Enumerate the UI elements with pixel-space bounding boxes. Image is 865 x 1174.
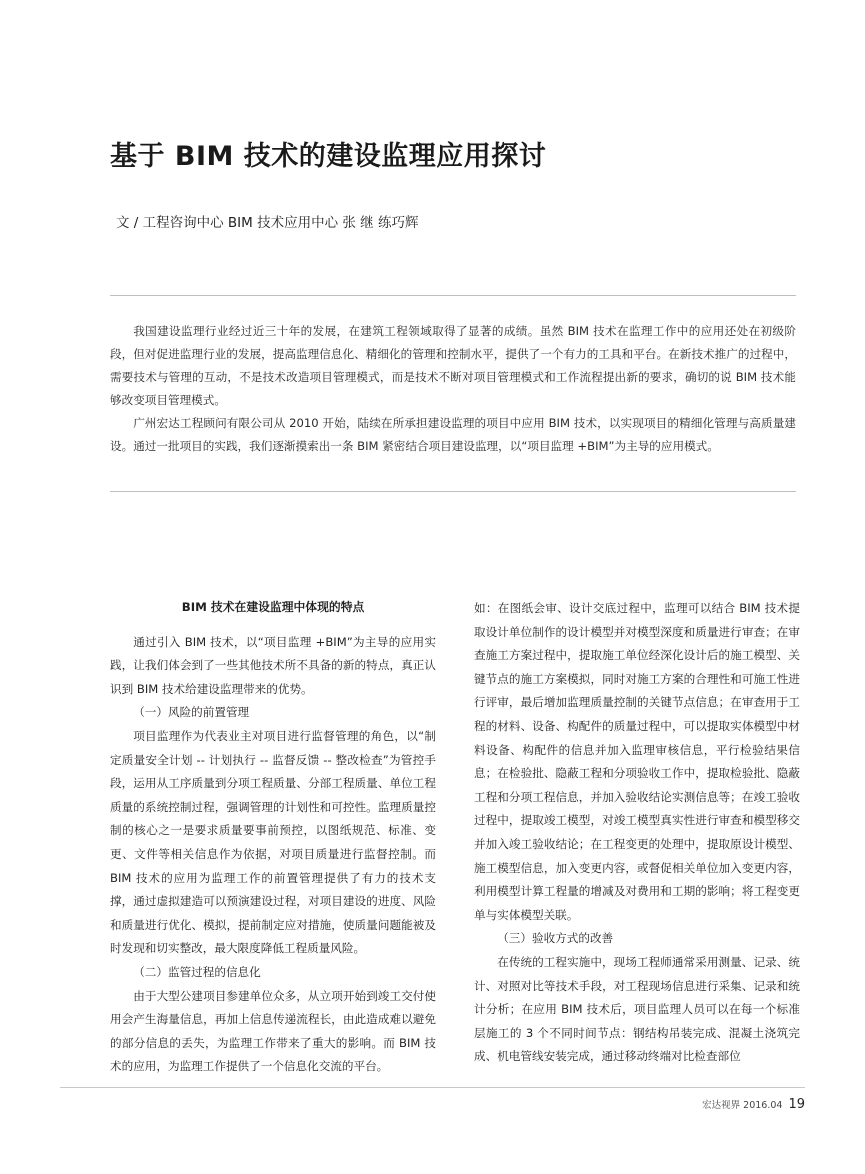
abstract-paragraph: 我国建设监理行业经过近三十年的发展，在建筑工程领域取得了显著的成绩。虽然 BIM 技术在监理工作中的应用还处在初级阶段，但对促进监理行业的发展，提高监理信息化、精细化的管理和控制水平，提供了一个有力的工具和平台。在新技术推广的过程中，需要技术与管理的互动，不是技术改造项目管理模式，而是技术不断对项目管理模式和工作流程提出新的要求，确切的说 BIM 技术能够改变项目管理模式。: [110, 324, 796, 407]
body-column-left: [110, 596, 436, 1079]
abstract-paragraph: 广州宏达工程顾问有限公司从 2010 开始，陆续在所承担建设监理的项目中应用 BIM 技术，以实现项目的精细化管理与高质量建设。通过一批项目的实践，我们逐渐摸索出一条 BIM 紧密结合项目建设监理，以“项目监理 +BIM”为主导的应用模式。: [110, 416, 796, 453]
abstract-bottom-divider: [110, 491, 796, 492]
section-heading: BIM 技术在建设监理中体现的特点: [181, 600, 365, 614]
subsection-heading: （二）监管过程的信息化: [133, 964, 261, 979]
body-column-right: [474, 597, 800, 1069]
body-paragraph: 如：在图纸会审、设计交底过程中，监理可以结合 BIM 技术提取设计单位制作的设计模型并对模型深度和质量进行审查；在审查施工方案过程中，提取施工单位经深化设计后的施工模型、关键节点的施工方案模拟，同时对施工方案的合理性和可施工性进行评审，最后增加监理质量控制的关键节点信息；在审查用于工程的材料、设备、构配件的质量过程中，可以提取实体模型中材料设备、构配件的信息并加入监理审核信息，平行检验结果信息；在检验批、隐蔽工程和分项验收工作中，提取检验批、隐蔽工程和分项工程信息，并加入验收结论实测信息等；在竣工验收过程中，提取竣工模型，对竣工模型真实性进行审查和模型移交并加入竣工验收结论；在工程变更的处理中，提取原设计模型、施工模型信息，加入变更内容，或督促相关单位加入变更内容，利用模型计算工程量的增减及对费用和工期的影响；将工程变更单与实体模型关联。: [474, 601, 800, 922]
abstract: [110, 320, 796, 458]
body-paragraph: 由于大型公建项目参建单位众多，从立项开始到竣工交付使用会产生海量信息，再加上信息传递流程长，由此造成难以避免的部分信息的丢失，为监理工作带来了重大的影响。而 BIM 技术的应用，为监理工作提供了一个信息化交流的平台。: [110, 988, 436, 1074]
page-footer: [702, 1097, 805, 1112]
article-title: 基于 BIM 技术的建设监理应用探讨: [110, 141, 547, 172]
subsection-heading: （三）验收方式的改善: [497, 931, 614, 946]
subsection-heading: （一）风险的前置管理: [133, 705, 250, 720]
body-paragraph: 通过引入 BIM 技术，以“项目监理 +BIM”为主导的应用实践，让我们体会到了一些其他技术所不具备的新的特点，真正认识到 BIM 技术给建设监理带来的优势。: [110, 634, 436, 696]
page-number: 19: [788, 1097, 805, 1112]
body-paragraph: 项目监理作为代表业主对项目进行监督管理的角色，以“制定质量安全计划 -- 计划执行 -- 监督反馈 -- 整改检查”为管控手段，运用从工序质量到分项工程质量、分部工程质量、单位工程质量的系统控制过程，强调管理的计划性和可控性。监理质量控制的核心之一是要求质量要事前预控，以图纸规范、标准、变更、文件等相关信息作为依据，对项目质量进行监督控制。而 BIM 技术的应用为监理工作的前置管理提供了有力的技术支撑，通过虚拟建造可以预演建设过程，对项目建设的进度、风险和质量进行优化、模拟，提前制定应对措施，使质量问题能被及时发现和切实整改，最大限度降低工程质量风险。: [110, 728, 436, 956]
abstract-top-divider: [110, 295, 796, 296]
publication-name: 宏达视界 2016.04: [702, 1100, 783, 1111]
footer-divider: [60, 1087, 805, 1088]
body-paragraph: 在传统的工程实施中，现场工程师通常采用测量、记录、统计、对照对比等技术手段，对工程现场信息进行采集、记录和统计分析；在应用 BIM 技术后，项目监理人员可以在每一个标准层施工的 3 个不同时间节点：钢结构吊装完成、混凝土浇筑完成、机电管线安装完成，通过移动终端对比检查部位: [474, 954, 800, 1064]
author-byline: 文 / 工程咨询中心 BIM 技术应用中心 张 继 练巧辉: [116, 215, 419, 231]
